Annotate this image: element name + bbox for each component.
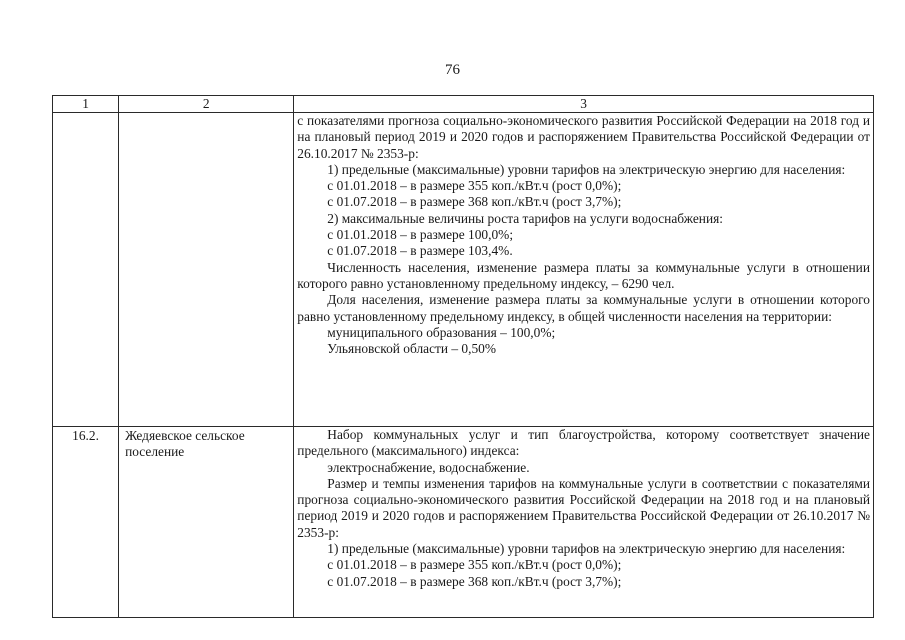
description-cell	[294, 427, 874, 618]
paragraph: с 01.01.2018 – в размере 355 коп./кВт.ч (рост 0,0%);	[327, 557, 622, 573]
paragraph: электроснабжение, водоснабжение.	[327, 459, 530, 475]
paragraph: Доля населения, изменение размера платы за коммунальные услуги в отношении которого равно установленному предельному индексу, в общей численности населения на территории:	[297, 292, 870, 324]
paragraph: 1) предельные (максимальные) уровни тарифов на электрическую энергию для населения:	[327, 541, 846, 557]
settlement-name-cell	[119, 113, 294, 427]
row-number-cell	[53, 113, 119, 427]
paragraph: с 01.07.2018 – в размере 103,4%.	[327, 243, 513, 259]
paragraph: с 01.07.2018 – в размере 368 коп./кВт.ч (рост 3,7%);	[327, 194, 622, 210]
page-number: 76	[445, 62, 460, 78]
paragraph: 1) предельные (максимальные) уровни тарифов на электрическую энергию для населения:	[327, 161, 846, 177]
paragraph: Набор коммунальных услуг и тип благоустройства, которому соответствует значение предельного (максимального) индекса:	[297, 427, 870, 459]
description-cell	[294, 113, 874, 427]
header-col-2: 2	[119, 96, 294, 113]
paragraph: с показателями прогноза социально-экономического развития Российской Федерации на 2018 год и на плановый период 2019 и 2020 годов и распоряжением Правительства Российской Федерации от 26.10.2017 № 2353-р:	[297, 113, 870, 161]
settlement-name-cell: Жедяевское сельское поселение	[119, 427, 294, 618]
header-col-1: 1	[53, 96, 119, 113]
paragraph: с 01.07.2018 – в размере 368 коп./кВт.ч (рост 3,7%);	[327, 573, 622, 589]
table-header-row	[53, 96, 874, 113]
paragraph: муниципального образования – 100,0%;	[327, 324, 556, 340]
paragraph: с 01.01.2018 – в размере 100,0%;	[327, 227, 514, 243]
paragraph: Численность населения, изменение размера платы за коммунальные услуги в отношении которого равно установленному предельному индексу, – 6290 чел.	[297, 259, 870, 291]
table-row	[53, 113, 874, 427]
row-number-cell: 16.2.	[53, 427, 119, 618]
paragraph: 2) максимальные величины роста тарифов на услуги водоснабжения:	[327, 210, 723, 226]
paragraph: Ульяновской области – 0,50%	[327, 341, 497, 357]
tariff-table	[52, 95, 874, 618]
paragraph: Размер и темпы изменения тарифов на коммунальные услуги в соответствии с показателями прогноза социально-экономического развития Российской Федерации на 2018 год и на плановый период 2019 и 2020 годов и распоряжением Правительства Российской Федерации от 26.10.2017 № 2353-р:	[297, 475, 870, 540]
paragraph: с 01.01.2018 – в размере 355 коп./кВт.ч (рост 0,0%);	[327, 178, 622, 194]
table-row	[53, 427, 874, 618]
header-col-3: 3	[294, 96, 874, 113]
